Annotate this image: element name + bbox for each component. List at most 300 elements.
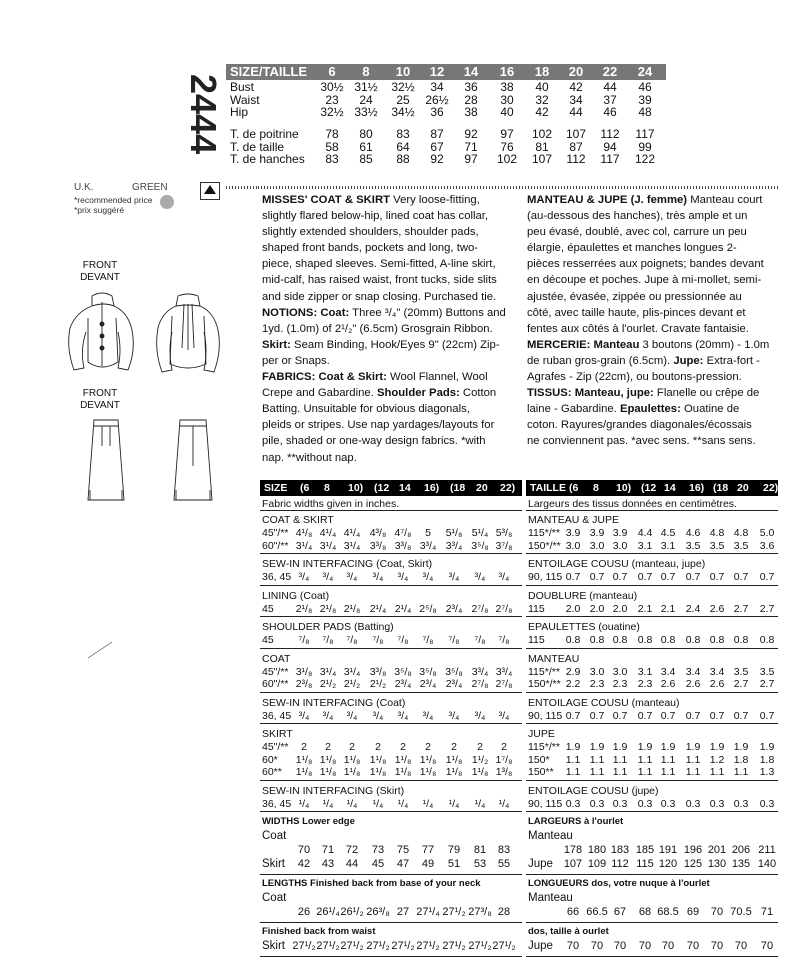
yardage-value: 0.7 bbox=[612, 571, 628, 583]
measurement-label: T. de taille bbox=[230, 139, 285, 154]
rule bbox=[526, 648, 778, 649]
yardage-value: 1.1 bbox=[685, 753, 701, 766]
yardage-value: 77 bbox=[421, 844, 435, 856]
measurement-value: 32½ bbox=[320, 105, 344, 119]
yardage-value: 75 bbox=[396, 844, 410, 856]
description-bold: NOTIONS: Coat: bbox=[262, 306, 350, 319]
yardage-header-cell: 20 bbox=[737, 482, 749, 494]
yardage-value: 26¹/₂ bbox=[340, 906, 364, 918]
rule bbox=[526, 874, 778, 875]
description-text: Batting. Unsuitable for obvious diagonals, bbox=[262, 403, 470, 416]
yardage-header bbox=[526, 480, 778, 496]
measurement-label: T. de poitrine bbox=[230, 127, 299, 141]
yardage-header-cell: 10) bbox=[348, 482, 364, 494]
yardage-value: 0.3 bbox=[709, 797, 725, 810]
measurement-value: 58 bbox=[325, 139, 339, 154]
yardage-value: ³/₄ bbox=[397, 571, 409, 583]
description-line bbox=[262, 192, 524, 208]
yardage-value: 4¹/₄ bbox=[319, 527, 337, 539]
yardage-header-cell: 16) bbox=[424, 482, 440, 494]
yardage-value: 2 bbox=[375, 741, 381, 753]
yardage-value: 1¹/₈ bbox=[319, 753, 337, 766]
yardage-value: 3.1 bbox=[660, 539, 676, 552]
yardage-value: 1.1 bbox=[637, 753, 653, 766]
yardage-value: 67 bbox=[613, 906, 627, 918]
yardage-value: 3¹/₄ bbox=[295, 539, 313, 552]
yardage-value: 26¹/₄ bbox=[316, 906, 340, 918]
rule bbox=[260, 648, 522, 649]
yardage-value: 70.5 bbox=[730, 906, 752, 918]
yardage-value: 1.1 bbox=[637, 766, 653, 778]
yardage-value: 0.7 bbox=[660, 571, 676, 583]
yardage-value: 0.8 bbox=[589, 634, 605, 646]
yardage-value: 0.7 bbox=[612, 709, 628, 722]
description-line bbox=[262, 272, 524, 288]
yardage-width: 60"/** bbox=[262, 539, 289, 552]
yardage-value: 83 bbox=[497, 844, 511, 856]
size-column-header: 18 bbox=[534, 64, 550, 79]
measurement-value: 40 bbox=[500, 105, 514, 119]
yardage-value: 183 bbox=[610, 844, 630, 856]
description-bold: MERCERIE: Manteau bbox=[527, 338, 640, 351]
description-line bbox=[527, 208, 787, 224]
description-text: 1yd. (1.0m) of 2¹/₂" (6.5cm) Grosgrain Ribbon. bbox=[262, 322, 493, 335]
measurement-value: 23 bbox=[325, 92, 339, 107]
yardage-value: 3⁵/₈ bbox=[419, 665, 437, 678]
skirt-illustration bbox=[74, 416, 234, 502]
yardage-value: 45 bbox=[371, 858, 385, 870]
description-line bbox=[262, 240, 524, 256]
yardage-value: 0.8 bbox=[685, 634, 701, 646]
yardage-value: 4⁷/₈ bbox=[394, 527, 412, 539]
yardage-value: 1.1 bbox=[565, 753, 581, 766]
yardage-value: 0.3 bbox=[733, 797, 749, 810]
measurement-value: 32 bbox=[535, 92, 549, 107]
yardage-value: 3.1 bbox=[637, 665, 653, 678]
measurement-value: 34½ bbox=[391, 105, 415, 119]
yardage-value: 27 bbox=[396, 906, 410, 918]
yardage-value: ³/₄ bbox=[422, 571, 434, 583]
yardage-section-title: SEW-IN INTERFACING (Coat, Skirt) bbox=[262, 558, 433, 570]
yardage-value: 4.8 bbox=[709, 527, 725, 539]
measurement-value: 42 bbox=[569, 80, 583, 94]
size-column-header: 16 bbox=[499, 64, 515, 79]
description-line bbox=[527, 240, 787, 256]
divider-dotted-2 bbox=[258, 186, 778, 189]
devant-label: DEVANT bbox=[80, 272, 120, 283]
yardage-value: 2.6 bbox=[685, 678, 701, 690]
yardage-value: 1¹/₈ bbox=[394, 753, 412, 766]
description-line bbox=[527, 385, 787, 401]
description-bold: Jupe: bbox=[673, 354, 704, 367]
coat-illustration bbox=[62, 288, 242, 380]
measurement-value: 102 bbox=[496, 152, 518, 166]
yardage-value: 69 bbox=[686, 906, 700, 918]
yardage-header-cell: 22) bbox=[763, 482, 779, 494]
yardage-value: 70 bbox=[686, 940, 700, 952]
measurement-value: 46 bbox=[603, 105, 617, 119]
description-line bbox=[527, 433, 787, 449]
yardage-value: ³/₄ bbox=[322, 709, 334, 722]
yardage-header-cell: (18 bbox=[450, 482, 466, 494]
yardage-value: 4.4 bbox=[637, 527, 653, 539]
yardage-value: 2³/₄ bbox=[445, 602, 463, 615]
yardage-header-cell: (12 bbox=[374, 482, 390, 494]
devant-label-2: DEVANT bbox=[80, 400, 120, 411]
description-line bbox=[527, 321, 787, 337]
description-text: shaped front bands, pockets and long, two- bbox=[262, 242, 479, 255]
rule bbox=[260, 922, 522, 923]
yardage-section-title: SHOULDER PADS (Batting) bbox=[262, 621, 394, 633]
description-text: peu évasé, doublé, avec col, carrure un peu bbox=[527, 226, 747, 239]
yardage-width: 60** bbox=[262, 766, 282, 778]
yardage-width: 36, 45 bbox=[262, 571, 292, 583]
measurement-value: 38 bbox=[464, 105, 478, 119]
yardage-value: 27³/₈ bbox=[468, 906, 492, 918]
yardage-header-cell: (12 bbox=[641, 482, 657, 494]
description-line bbox=[527, 192, 787, 208]
yardage-value: 2.9 bbox=[565, 665, 581, 678]
yardage-value: 3⁵/₈ bbox=[394, 665, 412, 678]
yardage-value: 1.1 bbox=[612, 766, 628, 778]
yardage-value: 180 bbox=[587, 844, 607, 856]
yardage-value: 3¹/₄ bbox=[319, 539, 337, 552]
yardage-value: 2⁵/₈ bbox=[419, 602, 437, 615]
yardage-width: 115 bbox=[528, 602, 545, 615]
yardage-value: ³/₄ bbox=[498, 571, 510, 583]
yardage-value: 27¹/₄ bbox=[416, 906, 440, 918]
yardage-value: ¹/₄ bbox=[448, 797, 460, 810]
yardage-value: ³/₄ bbox=[298, 571, 310, 583]
yardage-value: 3.5 bbox=[709, 539, 725, 552]
yardage-value: 2.0 bbox=[589, 602, 605, 615]
yardage-value: ¹/₄ bbox=[346, 797, 358, 810]
yardage-value: 1.9 bbox=[589, 741, 605, 753]
measurement-value: 34 bbox=[569, 92, 583, 107]
measurement-value: 78 bbox=[325, 127, 339, 141]
description-bold: MISSES' COAT & SKIRT bbox=[262, 194, 391, 206]
yardage-value: 2 bbox=[425, 741, 431, 753]
measurement-value: 87 bbox=[430, 127, 444, 141]
size-column-header: 12 bbox=[429, 64, 445, 79]
yardage-value: 27¹/₂ bbox=[292, 940, 316, 952]
yardage-header-cell: 20 bbox=[476, 482, 488, 494]
yardage-block-title: LENGTHS Finished back from base of your neck bbox=[262, 878, 481, 889]
yardage-section-title: JUPE bbox=[528, 728, 555, 740]
yardage-value: 71 bbox=[321, 844, 335, 856]
yardage-value: 3³/₄ bbox=[445, 539, 463, 552]
size-header-bar bbox=[226, 64, 666, 80]
recommended-price-en: *recommended price bbox=[74, 195, 153, 205]
yardage-value: 27¹/₂ bbox=[468, 940, 492, 952]
yardage-value: 2¹/₈ bbox=[343, 602, 361, 615]
measurement-value: 46 bbox=[638, 80, 652, 94]
description-line bbox=[262, 417, 524, 433]
yardage-value: 1¹/₈ bbox=[471, 766, 489, 778]
yardage-value: 0.7 bbox=[589, 709, 605, 722]
description-line bbox=[262, 401, 524, 417]
measurement-label: Hip bbox=[230, 105, 249, 119]
view-label-front-coat bbox=[78, 260, 122, 284]
yardage-value: 1.1 bbox=[709, 766, 725, 778]
yardage-value: 1.1 bbox=[660, 766, 676, 778]
yardage-value: 66.5 bbox=[586, 906, 608, 918]
description-text: pile, shaded or one-way design fabrics. *with bbox=[262, 435, 486, 448]
yardage-value: 2 bbox=[301, 741, 307, 753]
measurement-value: 81 bbox=[535, 139, 549, 154]
yardage-value: 3³/₈ bbox=[369, 539, 387, 552]
yardage-width: Manteau bbox=[528, 830, 573, 842]
yardage-value: ¹/₄ bbox=[474, 797, 486, 810]
yardage-value: 3.6 bbox=[759, 539, 775, 552]
yardage-section-title: DOUBLURE (manteau) bbox=[528, 589, 638, 602]
yardage-value: ¹/₄ bbox=[422, 797, 434, 810]
yardage-value: 66 bbox=[566, 906, 580, 918]
yardage-value: 211 bbox=[758, 844, 776, 856]
yardage-value: 3⁵/₈ bbox=[445, 665, 463, 678]
yardage-value: 1.9 bbox=[709, 741, 725, 753]
yardage-value: 3³/₈ bbox=[394, 539, 412, 552]
rule bbox=[260, 616, 522, 617]
yardage-value: 1.9 bbox=[565, 741, 581, 753]
yardage-width: Coat bbox=[262, 830, 287, 842]
yardage-value: 79 bbox=[447, 844, 461, 856]
yardage-value: 2.6 bbox=[660, 678, 676, 690]
description-line bbox=[527, 401, 787, 417]
yardage-value: 1¹/₂ bbox=[471, 753, 489, 766]
description-french bbox=[527, 192, 787, 450]
yardage-width: Jupe bbox=[528, 858, 553, 870]
yardage-section-title: SKIRT bbox=[262, 728, 293, 740]
measurement-value: 83 bbox=[325, 152, 339, 166]
yardage-value: 70 bbox=[710, 940, 724, 952]
yardage-value: 55 bbox=[497, 858, 511, 870]
yardage-width: 115*/** bbox=[528, 665, 560, 678]
yardage-width: 60* bbox=[262, 753, 278, 766]
yardage-value: 0.3 bbox=[759, 797, 775, 810]
yardage-value: 3.0 bbox=[589, 665, 605, 678]
yardage-value: 5.0 bbox=[759, 527, 775, 539]
uk-label: U.K. bbox=[74, 182, 94, 193]
yardage-value: 2.3 bbox=[612, 678, 628, 690]
yardage-value: 3.0 bbox=[612, 665, 628, 678]
yardage-value: 0.3 bbox=[612, 797, 628, 810]
yardage-value: 120 bbox=[658, 858, 678, 870]
yardage-value: 3.4 bbox=[660, 665, 676, 678]
measurement-value: 88 bbox=[396, 152, 410, 166]
description-line bbox=[262, 337, 524, 353]
yardage-value: ⁷/₈ bbox=[322, 634, 334, 646]
yardage-value: ³/₄ bbox=[448, 709, 460, 722]
yardage-value: 2.3 bbox=[589, 678, 605, 690]
yardage-value: 42 bbox=[297, 858, 311, 870]
yardage-value: 1.9 bbox=[733, 741, 749, 753]
yardage-value: 0.8 bbox=[637, 634, 653, 646]
yardage-width: 90, 115 bbox=[528, 797, 563, 810]
yardage-width: 45"/** bbox=[262, 741, 289, 753]
description-text: Seam Binding, Hook/Eyes 9" (22cm) Zip- bbox=[290, 338, 500, 351]
yardage-value: 2¹/₄ bbox=[369, 602, 387, 615]
measurement-value: 64 bbox=[396, 139, 410, 154]
yardage-value: 68.5 bbox=[657, 906, 679, 918]
yardage-header-cell: 14 bbox=[664, 482, 676, 494]
measurement-value: 30 bbox=[500, 92, 514, 107]
yardage-value: ³/₄ bbox=[372, 709, 384, 722]
yardage-value: ³/₄ bbox=[372, 571, 384, 583]
rule bbox=[260, 780, 522, 781]
size-column-header: 24 bbox=[637, 64, 653, 79]
yardage-block-title: LARGEURS à l'ourlet bbox=[528, 816, 624, 827]
description-english bbox=[262, 192, 524, 466]
yardage-value: 5¹/₈ bbox=[445, 527, 463, 539]
measurement-value: 34 bbox=[430, 80, 444, 94]
yardage-value: 125 bbox=[683, 858, 703, 870]
yardage-value: 1¹/₈ bbox=[343, 753, 361, 766]
measurement-value: 87 bbox=[569, 139, 583, 154]
yardage-note: Fabric widths given in inches. bbox=[262, 498, 400, 510]
yardage-section-title: LINING (Coat) bbox=[262, 589, 330, 602]
description-text: ajustée, évasée, zippée ou pressionnée au bbox=[527, 290, 742, 303]
yardage-value: ⁷/₈ bbox=[372, 634, 384, 646]
pattern-number: 2444 bbox=[183, 74, 224, 155]
description-line bbox=[527, 256, 787, 272]
yardage-width: 115*/** bbox=[528, 741, 560, 753]
yardage-value: 115 bbox=[636, 858, 654, 870]
yardage-value: 27¹/₂ bbox=[442, 906, 466, 918]
yardage-value: 0.7 bbox=[685, 709, 701, 722]
description-text: 3 boutons (20mm) - 1.0m bbox=[639, 338, 770, 351]
measurement-value: 26½ bbox=[425, 92, 449, 107]
yardage-value: 0.7 bbox=[733, 571, 749, 583]
measurement-row bbox=[230, 106, 670, 118]
yardage-value: 27¹/₂ bbox=[416, 940, 440, 952]
rule bbox=[526, 616, 778, 617]
measurement-value: 102 bbox=[531, 127, 553, 141]
yardage-value: 2.4 bbox=[685, 602, 701, 615]
yardage-value: 5 bbox=[425, 527, 431, 539]
size-header-label: SIZE/TAILLE bbox=[230, 64, 308, 79]
yardage-value: 2 bbox=[477, 741, 483, 753]
yardage-value: 0.8 bbox=[565, 634, 581, 646]
description-line bbox=[262, 305, 524, 321]
yardage-value: 1¹/₈ bbox=[445, 766, 463, 778]
yardage-value: 196 bbox=[683, 844, 703, 856]
measurement-value: 85 bbox=[359, 152, 373, 166]
yardage-value: 201 bbox=[707, 844, 727, 856]
yardage-value: ⁷/₈ bbox=[397, 634, 409, 646]
green-label: GREEN bbox=[132, 182, 168, 193]
yardage-value: 3.5 bbox=[685, 539, 701, 552]
measurement-value: 36 bbox=[464, 80, 478, 94]
yardage-value: 53 bbox=[473, 858, 487, 870]
yardage-value: 3¹/₄ bbox=[319, 665, 337, 678]
yardage-value: 2³/₄ bbox=[419, 678, 437, 690]
yardage-value: 70 bbox=[613, 940, 627, 952]
yardage-width: Skirt bbox=[262, 858, 285, 870]
measurement-label: Bust bbox=[230, 80, 255, 94]
measurement-value: 32½ bbox=[391, 80, 415, 94]
yardage-value: 3.4 bbox=[709, 665, 725, 678]
yardage-value: 26 bbox=[297, 906, 311, 918]
yardage-value: 1¹/₈ bbox=[369, 766, 387, 778]
yardage-value: 3³/₈ bbox=[369, 665, 387, 678]
yardage-value: 1¹/₈ bbox=[295, 766, 313, 778]
yardage-value: 3¹/₄ bbox=[343, 665, 361, 678]
yardage-section-title: SEW-IN INTERFACING (Coat) bbox=[262, 696, 406, 709]
yardage-value: ³/₄ bbox=[397, 709, 409, 722]
yardage-width: 150** bbox=[528, 766, 554, 778]
yardage-value: 0.3 bbox=[685, 797, 701, 810]
yardage-value: ⁷/₈ bbox=[498, 634, 510, 646]
yardage-value: 2¹/₂ bbox=[369, 678, 387, 690]
yardage-value: 1.1 bbox=[685, 766, 701, 778]
yardage-width: 45 bbox=[262, 634, 274, 646]
measurement-value: 37 bbox=[603, 92, 617, 107]
description-text: en découpe et poches. Jupe à mi-mollet, semi- bbox=[527, 274, 762, 287]
yardage-width: 45"/** bbox=[262, 527, 289, 539]
yardage-value: 0.7 bbox=[709, 709, 725, 722]
yardage-value: 206 bbox=[731, 844, 751, 856]
yardage-value: ³/₄ bbox=[346, 571, 358, 583]
yardage-value: 4¹/₈ bbox=[295, 527, 313, 539]
yardage-value: 27¹/₂ bbox=[391, 940, 415, 952]
description-line bbox=[262, 369, 524, 385]
yardage-value: 28 bbox=[497, 906, 511, 918]
yardage-value: 1¹/₈ bbox=[319, 766, 337, 778]
description-line bbox=[527, 272, 787, 288]
yardage-width: 150*/** bbox=[528, 539, 561, 552]
description-text: Ouatine de bbox=[680, 403, 740, 416]
description-text: Crepe and Gabardine. bbox=[262, 387, 377, 400]
yardage-value: 70 bbox=[760, 940, 774, 952]
yardage-value: 3.9 bbox=[589, 527, 605, 539]
yardage-value: 3¹/₄ bbox=[343, 539, 361, 552]
yardage-value: 109 bbox=[587, 858, 607, 870]
description-line bbox=[262, 256, 524, 272]
measurement-value: 44 bbox=[603, 80, 617, 94]
yardage-value: 1.8 bbox=[733, 753, 749, 766]
measurement-row bbox=[230, 94, 670, 106]
yardage-value: ¹/₄ bbox=[498, 797, 510, 810]
yardage-value: 70 bbox=[297, 844, 311, 856]
yardage-value: 1.9 bbox=[637, 741, 653, 753]
description-text: pièces resserrées aux poignets; bandes devant bbox=[527, 258, 764, 271]
description-text: coton. Rayures/grandes diagonales/écossais bbox=[527, 419, 752, 432]
yardage-value: 27¹/₂ bbox=[492, 940, 516, 952]
yardage-value: 2.1 bbox=[637, 602, 653, 615]
rule bbox=[526, 922, 778, 923]
measurement-label: T. de hanches bbox=[230, 152, 305, 166]
yardage-value: 1.1 bbox=[733, 766, 749, 778]
yardage-value: 1.1 bbox=[565, 766, 581, 778]
view-label-front-skirt bbox=[78, 388, 122, 412]
yardage-value: 70 bbox=[734, 940, 748, 952]
yardage-value: 107 bbox=[563, 858, 583, 870]
yardage-width: 60"/** bbox=[262, 678, 289, 690]
yardage-value: 1¹/₈ bbox=[394, 766, 412, 778]
measurement-value: 48 bbox=[638, 105, 652, 119]
description-text: Very loose-fitting, bbox=[390, 194, 480, 206]
description-line bbox=[262, 208, 524, 224]
yardage-value: 0.8 bbox=[733, 634, 749, 646]
yardage-value: 72 bbox=[345, 844, 359, 856]
rule bbox=[526, 780, 778, 781]
description-line bbox=[527, 417, 787, 433]
yardage-value: ³/₄ bbox=[498, 709, 510, 722]
description-line bbox=[262, 289, 524, 305]
yardage-value: 0.8 bbox=[759, 634, 775, 646]
yardage-value: ⁷/₈ bbox=[346, 634, 358, 646]
